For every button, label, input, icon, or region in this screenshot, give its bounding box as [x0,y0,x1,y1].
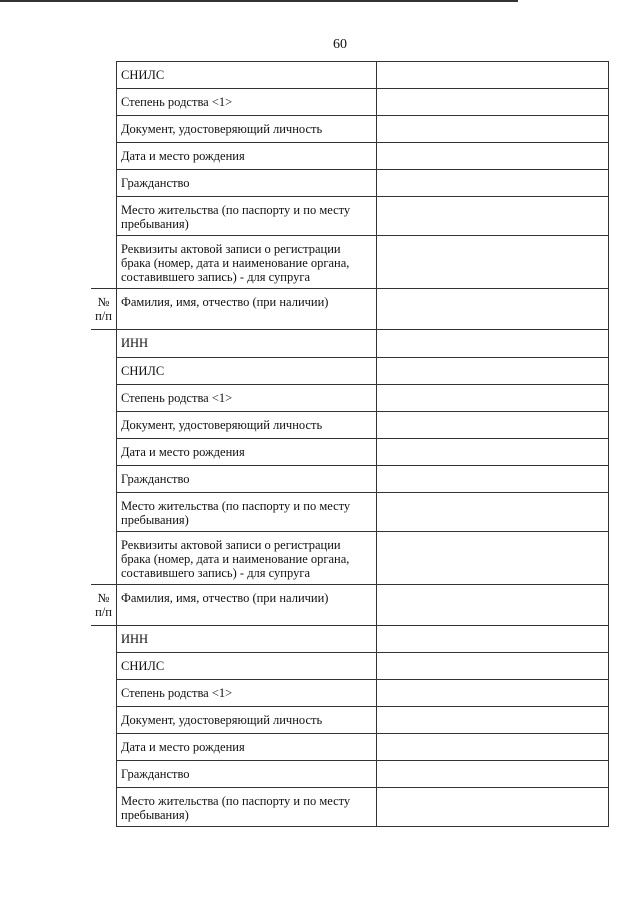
row-label: Реквизиты актовой записи о регистрации брака (номер, дата и наименование органа, составившего запись) - для супруга [117,236,377,289]
row-label: Степень родства <1> [117,384,377,411]
row-label: ИНН [117,330,377,358]
table-row [91,653,609,680]
value-cell[interactable] [377,707,609,734]
value-cell[interactable] [377,236,609,289]
number-header: № п/п [91,584,117,625]
value-cell[interactable] [377,465,609,492]
value-cell[interactable] [377,116,609,143]
table-row [91,89,609,116]
number-cell [91,197,117,236]
value-cell[interactable] [377,492,609,531]
table-row [91,357,609,384]
number-cell [91,143,117,170]
value-cell[interactable] [377,680,609,707]
value-cell[interactable] [377,438,609,465]
number-cell [91,734,117,761]
value-cell[interactable] [377,89,609,116]
row-label: Гражданство [117,761,377,788]
row-label: Место жительства (по паспорту и по месту пребывания) [117,492,377,531]
number-cell [91,357,117,384]
row-label: СНИЛС [117,357,377,384]
value-cell[interactable] [377,411,609,438]
number-header: № п/п [91,289,117,330]
table-row [91,236,609,289]
table-row [91,197,609,236]
row-label: Дата и место рождения [117,734,377,761]
top-rule [0,0,518,2]
value-cell[interactable] [377,143,609,170]
row-label: Документ, удостоверяющий личность [117,116,377,143]
table-row [91,438,609,465]
number-cell [91,465,117,492]
person-header-row [91,584,609,625]
table-row [91,707,609,734]
table-row [91,680,609,707]
number-cell [91,384,117,411]
value-cell[interactable] [377,584,609,625]
value-cell[interactable] [377,531,609,584]
row-label: Степень родства <1> [117,680,377,707]
number-cell [91,788,117,827]
row-label: СНИЛС [117,62,377,89]
row-label: Документ, удостоверяющий личность [117,411,377,438]
number-cell [91,62,117,89]
value-cell[interactable] [377,761,609,788]
value-cell[interactable] [377,384,609,411]
row-label: ИНН [117,625,377,653]
full-name-label: Фамилия, имя, отчество (при наличии) [117,289,377,330]
number-cell [91,492,117,531]
table-row [91,761,609,788]
value-cell[interactable] [377,357,609,384]
value-cell[interactable] [377,625,609,653]
table-row [91,465,609,492]
row-label: Гражданство [117,465,377,492]
number-cell [91,89,117,116]
full-name-label: Фамилия, имя, отчество (при наличии) [117,584,377,625]
value-cell[interactable] [377,170,609,197]
table-row [91,788,609,827]
number-cell [91,170,117,197]
number-cell [91,680,117,707]
row-label: Место жительства (по паспорту и по месту пребывания) [117,788,377,827]
table-row [91,625,609,653]
number-cell [91,761,117,788]
value-cell[interactable] [377,734,609,761]
row-label: СНИЛС [117,653,377,680]
value-cell[interactable] [377,330,609,358]
table-row [91,734,609,761]
value-cell[interactable] [377,197,609,236]
table-row [91,330,609,358]
table-row [91,384,609,411]
number-cell [91,653,117,680]
number-cell [91,330,117,358]
number-cell [91,625,117,653]
table-row [91,170,609,197]
page-number: 60 [333,37,347,52]
table-row [91,143,609,170]
number-cell [91,411,117,438]
form-table [91,61,609,827]
value-cell[interactable] [377,62,609,89]
value-cell[interactable] [377,788,609,827]
table-row [91,411,609,438]
row-label: Гражданство [117,170,377,197]
row-label: Дата и место рождения [117,438,377,465]
row-label: Место жительства (по паспорту и по месту пребывания) [117,197,377,236]
table-row [91,531,609,584]
person-header-row [91,289,609,330]
number-cell [91,116,117,143]
table-row [91,116,609,143]
row-label: Степень родства <1> [117,89,377,116]
value-cell[interactable] [377,289,609,330]
row-label: Документ, удостоверяющий личность [117,707,377,734]
value-cell[interactable] [377,653,609,680]
row-label: Дата и место рождения [117,143,377,170]
table-row [91,492,609,531]
row-label: Реквизиты актовой записи о регистрации брака (номер, дата и наименование органа, составившего запись) - для супруга [117,531,377,584]
table-row [91,62,609,89]
number-cell [91,531,117,584]
number-cell [91,236,117,289]
number-cell [91,707,117,734]
number-cell [91,438,117,465]
